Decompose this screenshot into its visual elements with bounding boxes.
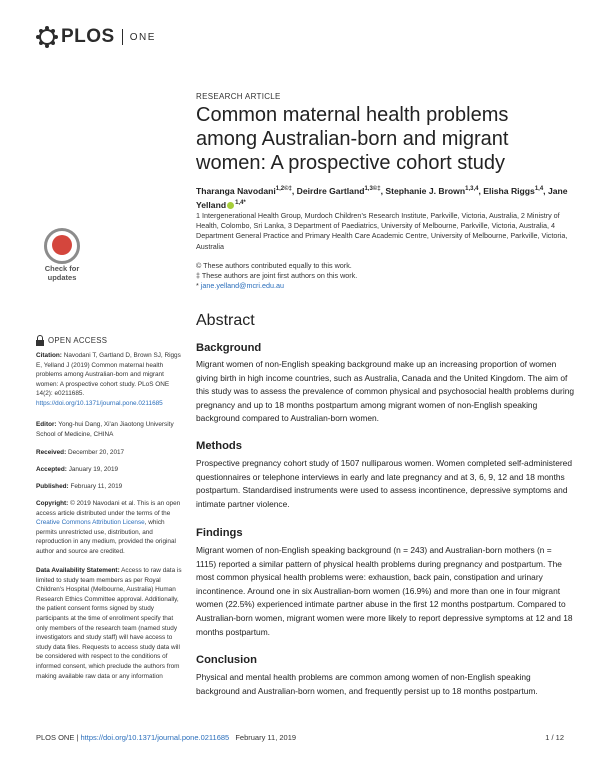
open-lock-icon — [36, 335, 44, 346]
author-affiliation-marker: 1,3©‡ — [364, 186, 381, 192]
conclusion-heading: Conclusion — [196, 654, 257, 666]
badge-label-line1: Check for — [44, 264, 80, 273]
badge-label-line2: updates — [47, 272, 77, 282]
corresponding-email-line: * jane.yelland@mcri.edu.au — [196, 281, 285, 290]
orcid-icon[interactable] — [227, 202, 234, 209]
logo-divider — [122, 29, 123, 45]
logo-subtitle: ONE — [129, 31, 156, 43]
affiliations: 1 Intergenerational Health Group, Murdoch Children’s Research Institute, Parkville, Victoria, Australia, 2 Ministry of Health, Colombo, Sri Lanka, 3 Department of Paediatrics, University of Melbourne, Parkville, Victoria, Australia, 4 Department General Practice and Primary Health Care Academic Centre, University of Melbourne, Parkville, Victoria, Australia — [196, 211, 568, 251]
open-access-label: OPEN ACCESS — [36, 335, 107, 346]
findings-heading: Findings — [196, 527, 243, 539]
plos-logo-icon — [36, 26, 58, 48]
page-number: 1 / 12 — [545, 733, 564, 742]
article-title: Common maternal health problems among Australian-born and migrant women: A prospective cohort study — [196, 104, 509, 174]
citation-doi-link[interactable]: https://doi.org/10.1371/journal.pone.0211685 — [36, 399, 163, 407]
author-affiliation-marker: 1,2©‡ — [275, 186, 292, 192]
equal-contribution-note: © These authors contributed equally to this work. — [196, 261, 352, 270]
copyright-block: Copyright: © 2019 Navodani et al. This is an open access article distributed under the terms of the Creative Commons Attribution License, which permits unrestricted use, distribution, and reproduction in any medium, provided the original author and source are credited. — [36, 500, 181, 555]
abstract-heading: Abstract — [196, 312, 255, 329]
check-for-updates-badge[interactable] — [36, 228, 88, 288]
author-name[interactable]: Tharanga Navodani — [196, 185, 276, 196]
author-affiliation-marker: 1,4* — [235, 199, 246, 206]
conclusion-paragraph: Physical and mental health problems are common among women of non-English speaking background and Australian-born women, and frequently persist up to 18 months postpartum. — [196, 672, 538, 696]
data-availability-block: Data Availability Statement: Access to raw data is limited to study team members as per Royal Children's Hospital (Melbourne, Australia) Human Research Ethics Committee approval. Additionally, the patient consent forms signed by study participants at the time of enrollment specify that only members of the research team (named study investigators and study staff) will have access to study data files. Requests to access study data will be considered with respect to the conditions of informed consent, which preclude the authors from making available raw data or any information — [36, 567, 182, 680]
corresponding-email-link[interactable]: jane.yelland@mcri.edu.au — [200, 281, 285, 290]
footer-journal: PLOS ONE — [36, 733, 75, 742]
license-link[interactable]: Creative Commons Attribution License — [36, 519, 145, 527]
published-date: Published: February 11, 2019 — [36, 483, 123, 490]
editor-block: Editor: Yong-hui Dang, Xi'an Jiaotong University School of Medicine, CHINA — [36, 421, 174, 438]
findings-paragraph: Migrant women of non-English speaking background (n = 243) and Australian-born mothers (n = 1115) reported a similar pattern of physical health problems during pregnancy and postpartum. The most common physical health problems were: exhaustion, back pain, constipation and urinary incontinence. Around one in six Australian-born women (16.9%) and more than one in four migrant women (22.5%) experienced intimate partner abuse in the first 12 months postpartum. Compared to Australian-born women, migrant women were more likely to report depressive symptoms at 12 and 18 months postpartum. — [196, 545, 573, 637]
footer-date: February 11, 2019 — [235, 733, 297, 742]
citation-block: Citation: Navodani T, Gartland D, Brown SJ, Riggs E, Yelland J (2019) Common maternal health problems among Australian-born and migrant women: A prospective cohort study. PLoS ONE 14(2): e0211685. https://doi.org/10.1371/journal.pone.0211685 — [36, 352, 181, 407]
methods-paragraph: Prospective pregnancy cohort study of 1507 nulliparous women. Women completed self-administered questionnaires or telephone interviews in early and late pregnancy and at 3, 6, 9, 12 and 18 months postpartum. Standardised instruments were used to assess incontinence, depressive symptoms and intimate partner violence. — [196, 458, 572, 509]
author-name[interactable]: Deirdre Gartland — [296, 185, 365, 196]
plos-one-logo — [36, 26, 156, 48]
author-name[interactable]: Stephanie J. Brown — [385, 185, 466, 196]
author-name[interactable]: Elisha Riggs — [483, 185, 535, 196]
methods-heading: Methods — [196, 440, 242, 452]
author-name[interactable]: Jane Yelland — [196, 185, 568, 210]
footer-doi-link[interactable]: https://doi.org/10.1371/journal.pone.0211685 — [80, 733, 230, 742]
accepted-date: Accepted: January 19, 2019 — [36, 466, 119, 473]
author-list: Tharanga Navodani$^{1,2©\ddagger}$, Deirdre Gartland$^{1,3©\ddagger}$, Stephanie J. Brown$^{1,3,4}$, Elisha Riggs$^{1,4}$, Jane Yelland $^{1,4*}$ — [196, 185, 568, 210]
author-affiliation-marker: 1,3,4 — [465, 186, 479, 192]
background-paragraph: Migrant women of non-English speaking background make up an increasing proportion of women giving birth in high income countries, such as Australia, Canada and the United Kingdom. The aim of this study was to assess the prevalence of common physical and psychosocial health problems during pregnancy and up to 18 months postpartum among migrant women of non-English speaking background compared to Australian-born women. — [196, 359, 575, 424]
background-heading: Background — [196, 342, 262, 354]
author-notes — [196, 261, 566, 291]
received-date: Received: December 20, 2017 — [36, 449, 125, 456]
joint-first-author-note: ‡ These authors are joint first authors on this work. — [196, 271, 358, 280]
logo-text: PLOS — [61, 26, 115, 47]
page-footer: PLOS ONE | https://doi.org/10.1371/journal.pone.0211685 February 11, 2019 1 / 12 — [36, 733, 564, 742]
article-type: RESEARCH ARTICLE — [196, 92, 281, 101]
author-affiliation-marker: 1,4 — [534, 186, 544, 192]
